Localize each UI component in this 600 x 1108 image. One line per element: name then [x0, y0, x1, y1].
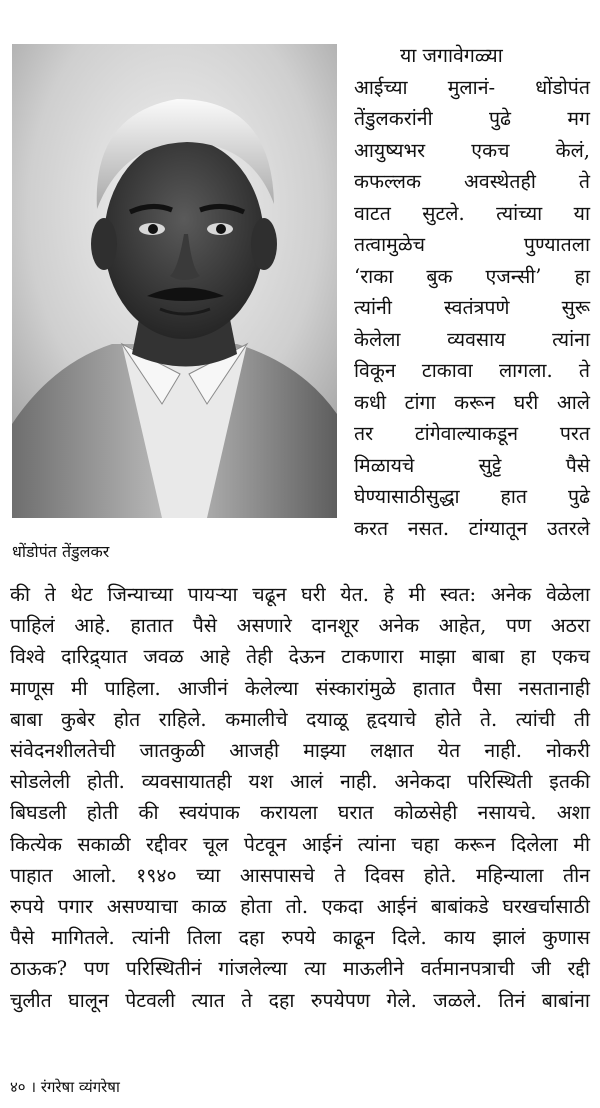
body-text-line: पाहात आलो. १९४० च्या आसपासचे ते दिवस होते. महिन्याला तीन: [10, 863, 590, 887]
body-text-line: बिघडली होती की स्वयंपाक करायला घरात कोळसेही नसायचे. अशा: [10, 801, 590, 825]
side-text-line: तर टांगेवाल्याकडून परत: [354, 422, 590, 445]
body-text-line: विश्वे दारिद्र्यात जवळ आहे तेही देऊन टाकणारा माझा बाबा हा एकच: [10, 645, 590, 669]
side-text-line: वाटत सुटले. त्यांच्या या: [354, 201, 590, 225]
body-text-line: संवेदनशीलतेची जातकुळी आजही माझ्या लक्षात येत नाही. नोकरी: [10, 739, 590, 762]
body-text-line: पाहिलं आहे. हातात पैसे असणारे दानशूर अनेक आहेत, पण अठरा: [10, 614, 590, 638]
body-text-line: ठाऊक? पण परिस्थितीनं गांजलेल्या त्या माऊलीने वर्तमानपत्राची जी रद्दी: [10, 957, 590, 981]
side-text-line: आईच्या मुलानं- धोंडोपंत: [354, 75, 590, 99]
side-text-line: तेंडुलकरांनी पुढे मग: [354, 107, 590, 130]
body-text-line: बाबा कुबेर होत राहिले. कमालीचे दयाळू हृदयाचे होते ते. त्यांची ती: [10, 707, 590, 731]
side-text-line: या जगावेगळ्या: [400, 44, 503, 67]
body-text-line: चुलीत घालून पेटवली त्यात ते दहा रुपयेपण गेले. जळले. तिनं बाबांना: [10, 988, 590, 1012]
page-footer: ४० । रंगरेषा व्यंगरेषा: [10, 1078, 120, 1096]
side-text-line: करत नसत. टांग्यातून उतरले: [354, 516, 590, 540]
portrait-photo: [12, 44, 337, 518]
side-text-line: कधी टांगा करून घरी आले: [354, 390, 590, 414]
side-text-line: कफल्लक अवस्थेतही ते: [354, 170, 590, 193]
portrait-illustration: [12, 44, 337, 518]
side-text-line: केलेला व्यवसाय त्यांना: [354, 327, 590, 351]
body-text-line: रुपये पगार असण्याचा काळ होता तो. एकदा आईनं बाबांकडे घरखर्चासाठी: [10, 895, 590, 918]
photo-caption: धोंडोपंत तेंडुलकर: [12, 542, 110, 561]
body-text-line: पैसे मागितले. त्यांनी तिला दहा रुपये काढून दिले. काय झालं कुणास: [10, 926, 590, 950]
side-text-line: ‘राका बुक एजन्सी’ हा: [354, 264, 590, 288]
side-text-line: विकून टाकावा लागला. ते: [354, 359, 590, 382]
side-text-line: त्यांनी स्वतंत्रपणे सुरू: [354, 296, 590, 319]
side-text-line: मिळायचे सुट्टे पैसे: [354, 453, 590, 477]
side-text-line: तत्वामुळेच पुण्यातला: [354, 233, 590, 256]
body-text-line: माणूस मी पाहिला. आजीनं केलेल्या संस्कारांमुळे हातात पैसा नसतानाही: [10, 676, 590, 700]
side-text-line: आयुष्यभर एकच केलं,: [354, 138, 590, 162]
body-text-line: सोडलेली होती. व्यवसायातही यश आलं नाही. अनेकदा परिस्थिती इतकी: [10, 770, 590, 794]
side-text-line: घेण्यासाठीसुद्धा हात पुढे: [354, 485, 590, 508]
body-text-line: कित्येक सकाळी रद्दीवर चूल पेटवून आईनं त्यांना चहा करून दिलेला मी: [10, 832, 590, 856]
body-text-line: की ते थेट जिन्याच्या पायऱ्या चढून घरी येत. हे मी स्वत: अनेक वेळेला: [10, 583, 590, 606]
